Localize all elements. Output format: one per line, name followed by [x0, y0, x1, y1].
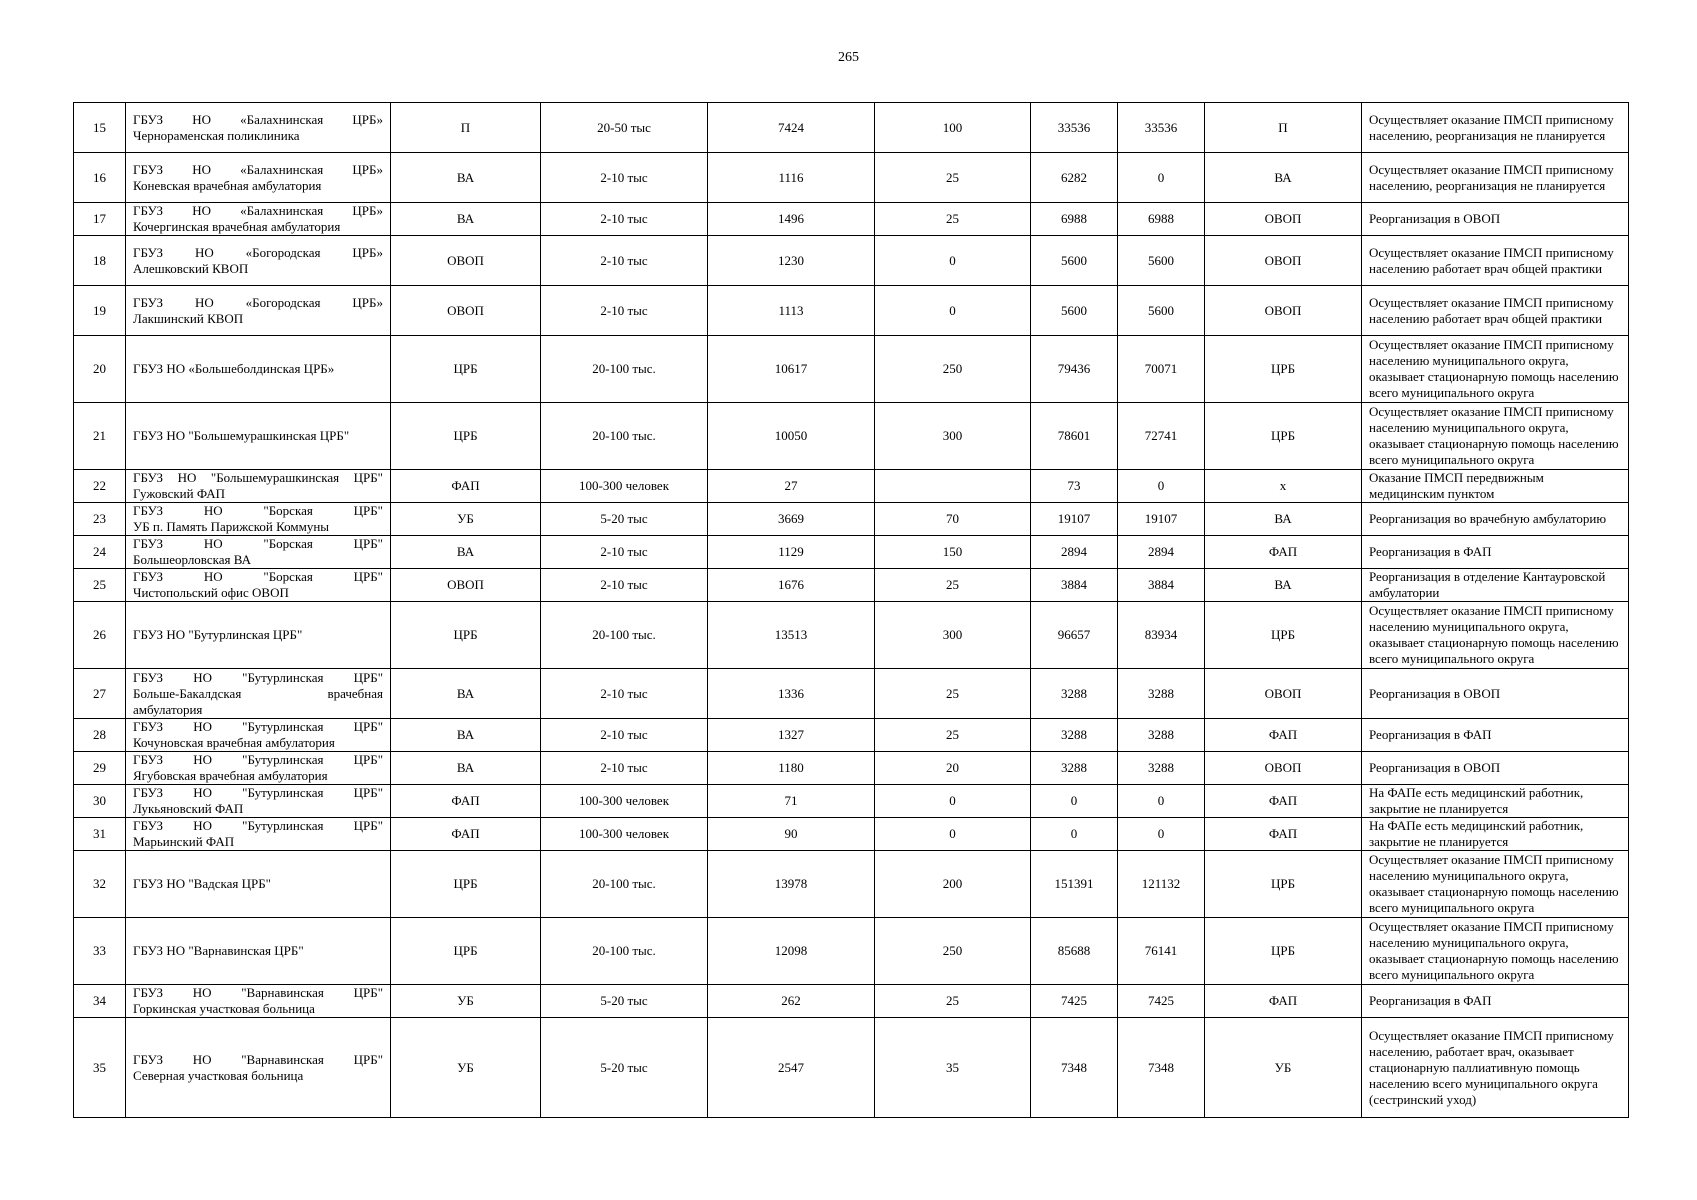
table-row: [74, 918, 1629, 985]
facility-name-cell: [126, 569, 391, 602]
value-1-cell: 33536: [1031, 103, 1118, 153]
value-1-cell: 85688: [1031, 918, 1118, 985]
value-1-cell: 3288: [1031, 719, 1118, 752]
table-row: [74, 1018, 1629, 1118]
value-2-cell: 0: [1118, 818, 1205, 851]
value-2-cell: 0: [1118, 153, 1205, 203]
new-type-cell: ОВОП: [1205, 203, 1362, 236]
population-cell: 1676: [708, 569, 875, 602]
facility-name-line: ГБУЗ НО "Бутурлинская ЦРБ": [133, 785, 383, 800]
value-1-cell: 3288: [1031, 669, 1118, 719]
row-number-cell: 23: [74, 503, 126, 536]
settlement-size-cell: 20-100 тыс.: [541, 602, 708, 669]
facility-type-cell: ВА: [391, 669, 541, 719]
facility-name-line: ГБУЗ НО "Варнавинская ЦРБ": [133, 985, 383, 1000]
row-number-cell: 31: [74, 818, 126, 851]
new-type-cell: ОВОП: [1205, 669, 1362, 719]
note-cell: Реорганизация в ОВОП: [1362, 203, 1629, 236]
facility-name-line: ГБУЗ НО «Балахнинская ЦРБ»: [133, 111, 383, 127]
facility-name-line: ГБУЗ НО "Борская ЦРБ": [133, 569, 383, 584]
facility-name-line: Лукьяновский ФАП: [133, 801, 244, 816]
row-number-cell: 34: [74, 985, 126, 1018]
row-number-cell: 35: [74, 1018, 126, 1118]
table-row: [74, 569, 1629, 602]
row-number-cell: 18: [74, 236, 126, 286]
value-2-cell: 70071: [1118, 336, 1205, 403]
value-1-cell: 0: [1031, 818, 1118, 851]
beds-cell: 25: [875, 203, 1031, 236]
beds-cell: [875, 470, 1031, 503]
new-type-cell: ОВОП: [1205, 286, 1362, 336]
value-2-cell: 5600: [1118, 286, 1205, 336]
beds-cell: 0: [875, 818, 1031, 851]
beds-cell: 200: [875, 851, 1031, 918]
beds-cell: 0: [875, 785, 1031, 818]
table-row: [74, 103, 1629, 153]
table-row: [74, 602, 1629, 669]
settlement-size-cell: 100-300 человек: [541, 785, 708, 818]
row-number-cell: 32: [74, 851, 126, 918]
note-cell: Реорганизация в ОВОП: [1362, 669, 1629, 719]
new-type-cell: ВА: [1205, 569, 1362, 602]
table-row: [74, 752, 1629, 785]
facility-type-cell: ФАП: [391, 785, 541, 818]
beds-cell: 25: [875, 719, 1031, 752]
settlement-size-cell: 100-300 человек: [541, 818, 708, 851]
value-2-cell: 3288: [1118, 669, 1205, 719]
settlement-size-cell: 2-10 тыс: [541, 286, 708, 336]
row-number-cell: 16: [74, 153, 126, 203]
value-2-cell: 0: [1118, 785, 1205, 818]
table-row: [74, 336, 1629, 403]
table-row: [74, 403, 1629, 470]
table-row: [74, 153, 1629, 203]
facility-name-line: ГБУЗ НО "Бутурлинская ЦРБ": [133, 669, 383, 685]
value-2-cell: 7425: [1118, 985, 1205, 1018]
value-2-cell: 76141: [1118, 918, 1205, 985]
table-body: [74, 103, 1629, 1118]
note-cell: Осуществляет оказание ПМСП приписному населению работает врач общей практики: [1362, 286, 1629, 336]
note-cell: Реорганизация в ФАП: [1362, 536, 1629, 569]
facility-name-line: ГБУЗ НО «Балахнинская ЦРБ»: [133, 161, 383, 177]
population-cell: 13513: [708, 602, 875, 669]
facility-name-line: Горкинская участковая больница: [133, 1001, 315, 1016]
population-cell: 13978: [708, 851, 875, 918]
facility-name-cell: [126, 602, 391, 669]
population-cell: 1113: [708, 286, 875, 336]
population-cell: 3669: [708, 503, 875, 536]
row-number-cell: 21: [74, 403, 126, 470]
note-cell: Осуществляет оказание ПМСП приписному населению, работает врач, оказывает стационарную паллиативную помощь населению всего муниципального округа (сестринский уход): [1362, 1018, 1629, 1118]
facility-type-cell: ЦРБ: [391, 918, 541, 985]
facility-type-cell: ВА: [391, 752, 541, 785]
facility-name-line: Чернораменская поликлиника: [133, 127, 300, 143]
note-cell: Осуществляет оказание ПМСП приписному населению муниципального округа, оказывает стационарную помощь населению всего муниципального округа: [1362, 602, 1629, 669]
note-cell: Осуществляет оказание ПМСП приписному населению муниципального округа, оказывает стационарную помощь населению всего муниципального округа: [1362, 336, 1629, 403]
new-type-cell: ВА: [1205, 503, 1362, 536]
table-row: [74, 236, 1629, 286]
new-type-cell: ЦРБ: [1205, 918, 1362, 985]
value-2-cell: 33536: [1118, 103, 1205, 153]
row-number-cell: 27: [74, 669, 126, 719]
new-type-cell: УБ: [1205, 1018, 1362, 1118]
beds-cell: 0: [875, 236, 1031, 286]
new-type-cell: ФАП: [1205, 785, 1362, 818]
value-2-cell: 0: [1118, 470, 1205, 503]
value-1-cell: 78601: [1031, 403, 1118, 470]
row-number-cell: 33: [74, 918, 126, 985]
population-cell: 1336: [708, 669, 875, 719]
value-1-cell: 96657: [1031, 602, 1118, 669]
new-type-cell: ЦРБ: [1205, 336, 1362, 403]
page-number: 265: [838, 50, 859, 65]
facility-name-cell: [126, 851, 391, 918]
note-cell: Осуществляет оказание ПМСП приписному населению муниципального округа, оказывает стационарную помощь населению всего муниципального округа: [1362, 851, 1629, 918]
facility-name-line: амбулатория: [133, 701, 203, 717]
new-type-cell: ОВОП: [1205, 752, 1362, 785]
facility-name-cell: [126, 918, 391, 985]
facility-type-cell: ЦРБ: [391, 403, 541, 470]
facility-type-cell: ВА: [391, 153, 541, 203]
facility-type-cell: ФАП: [391, 470, 541, 503]
value-1-cell: 5600: [1031, 286, 1118, 336]
facility-name-cell: [126, 1018, 391, 1118]
facility-name-line: Лакшинский КВОП: [133, 310, 244, 326]
facility-name-line: ГБУЗ НО «Богородская ЦРБ»: [133, 294, 383, 310]
note-cell: Оказание ПМСП передвижным медицинским пунктом: [1362, 470, 1629, 503]
new-type-cell: ЦРБ: [1205, 403, 1362, 470]
beds-cell: 300: [875, 602, 1031, 669]
settlement-size-cell: 20-100 тыс.: [541, 403, 708, 470]
beds-cell: 70: [875, 503, 1031, 536]
facility-name-line: ГБУЗ НО "Бутурлинская ЦРБ": [133, 818, 383, 833]
value-2-cell: 3288: [1118, 719, 1205, 752]
settlement-size-cell: 100-300 человек: [541, 470, 708, 503]
row-number-cell: 30: [74, 785, 126, 818]
beds-cell: 35: [875, 1018, 1031, 1118]
table-row: [74, 818, 1629, 851]
facility-type-cell: УБ: [391, 985, 541, 1018]
row-number-cell: 25: [74, 569, 126, 602]
facility-type-cell: П: [391, 103, 541, 153]
row-number-cell: 29: [74, 752, 126, 785]
table-row: [74, 536, 1629, 569]
facility-name-cell: [126, 236, 391, 286]
beds-cell: 150: [875, 536, 1031, 569]
value-1-cell: 0: [1031, 785, 1118, 818]
value-2-cell: 6988: [1118, 203, 1205, 236]
facility-name-cell: [126, 818, 391, 851]
settlement-size-cell: 2-10 тыс: [541, 236, 708, 286]
beds-cell: 0: [875, 286, 1031, 336]
note-cell: Реорганизация во врачебную амбулаторию: [1362, 503, 1629, 536]
facility-name-cell: [126, 203, 391, 236]
beds-cell: 300: [875, 403, 1031, 470]
facility-type-cell: УБ: [391, 1018, 541, 1118]
new-type-cell: ФАП: [1205, 818, 1362, 851]
table-row: [74, 851, 1629, 918]
facility-type-cell: ОВОП: [391, 236, 541, 286]
facility-table: [73, 102, 1629, 1118]
value-1-cell: 3884: [1031, 569, 1118, 602]
note-cell: Осуществляет оказание ПМСП приписному населению муниципального округа, оказывает стационарную помощь населению всего муниципального округа: [1362, 918, 1629, 985]
settlement-size-cell: 2-10 тыс: [541, 752, 708, 785]
facility-name-cell: [126, 719, 391, 752]
row-number-cell: 20: [74, 336, 126, 403]
note-cell: Реорганизация в ФАП: [1362, 985, 1629, 1018]
table-row: [74, 985, 1629, 1018]
population-cell: 10050: [708, 403, 875, 470]
beds-cell: 25: [875, 569, 1031, 602]
facility-name-line: ГБУЗ НО "Бутурлинская ЦРБ": [133, 719, 383, 734]
note-cell: Реорганизация в ФАП: [1362, 719, 1629, 752]
note-cell: Осуществляет оказание ПМСП приписному населению, реорганизация не планируется: [1362, 153, 1629, 203]
population-cell: 1180: [708, 752, 875, 785]
value-1-cell: 5600: [1031, 236, 1118, 286]
settlement-size-cell: 5-20 тыс: [541, 1018, 708, 1118]
beds-cell: 25: [875, 669, 1031, 719]
value-2-cell: 3288: [1118, 752, 1205, 785]
table-row: [74, 286, 1629, 336]
facility-type-cell: ФАП: [391, 818, 541, 851]
facility-name-cell: [126, 103, 391, 153]
facility-type-cell: ЦРБ: [391, 851, 541, 918]
beds-cell: 25: [875, 985, 1031, 1018]
population-cell: 71: [708, 785, 875, 818]
facility-type-cell: ОВОП: [391, 569, 541, 602]
facility-name-line: Ягубовская врачебная амбулатория: [133, 768, 328, 783]
facility-name-line: Кочуновская врачебная амбулатория: [133, 735, 335, 750]
settlement-size-cell: 2-10 тыс: [541, 153, 708, 203]
settlement-size-cell: 20-50 тыс: [541, 103, 708, 153]
value-1-cell: 2894: [1031, 536, 1118, 569]
settlement-size-cell: 20-100 тыс.: [541, 851, 708, 918]
settlement-size-cell: 2-10 тыс: [541, 569, 708, 602]
facility-type-cell: ВА: [391, 536, 541, 569]
population-cell: 90: [708, 818, 875, 851]
value-1-cell: 73: [1031, 470, 1118, 503]
population-cell: 1496: [708, 203, 875, 236]
value-2-cell: 19107: [1118, 503, 1205, 536]
facility-name-line: ГБУЗ НО "Большемурашкинская ЦРБ": [133, 428, 350, 443]
population-cell: 10617: [708, 336, 875, 403]
value-2-cell: 2894: [1118, 536, 1205, 569]
beds-cell: 250: [875, 918, 1031, 985]
facility-name-line: ГБУЗ НО "Варнавинская ЦРБ": [133, 1051, 383, 1067]
population-cell: 1129: [708, 536, 875, 569]
value-1-cell: 6988: [1031, 203, 1118, 236]
facility-type-cell: ВА: [391, 203, 541, 236]
facility-name-line: Коневская врачебная амбулатория: [133, 177, 322, 193]
population-cell: 1327: [708, 719, 875, 752]
table-row: [74, 470, 1629, 503]
row-number-cell: 22: [74, 470, 126, 503]
facility-name-cell: [126, 985, 391, 1018]
facility-name-line: ГБУЗ НО "Большемурашкинская ЦРБ": [133, 470, 383, 485]
facility-type-cell: ЦРБ: [391, 336, 541, 403]
facility-name-line: Больше-Бакалдская врачебная: [133, 685, 383, 701]
table-row: [74, 203, 1629, 236]
row-number-cell: 17: [74, 203, 126, 236]
row-number-cell: 19: [74, 286, 126, 336]
population-cell: 262: [708, 985, 875, 1018]
facility-name-cell: [126, 752, 391, 785]
population-cell: 1230: [708, 236, 875, 286]
facility-name-line: Гужовский ФАП: [133, 486, 226, 501]
table-row: [74, 719, 1629, 752]
row-number-cell: 26: [74, 602, 126, 669]
facility-name-cell: [126, 785, 391, 818]
facility-name-cell: [126, 286, 391, 336]
facility-name-cell: [126, 336, 391, 403]
new-type-cell: ОВОП: [1205, 236, 1362, 286]
settlement-size-cell: 2-10 тыс: [541, 719, 708, 752]
settlement-size-cell: 20-100 тыс.: [541, 918, 708, 985]
settlement-size-cell: 2-10 тыс: [541, 536, 708, 569]
facility-name-cell: [126, 153, 391, 203]
new-type-cell: ФАП: [1205, 536, 1362, 569]
row-number-cell: 24: [74, 536, 126, 569]
note-cell: Осуществляет оказание ПМСП приписному населению муниципального округа, оказывает стационарную помощь населению всего муниципального округа: [1362, 403, 1629, 470]
facility-name-line: Алешковский КВОП: [133, 260, 249, 276]
value-1-cell: 3288: [1031, 752, 1118, 785]
table-row: [74, 503, 1629, 536]
facility-name-line: ГБУЗ НО "Борская ЦРБ": [133, 536, 383, 551]
beds-cell: 25: [875, 153, 1031, 203]
facility-name-line: Чистопольский офис ОВОП: [133, 585, 289, 600]
value-1-cell: 19107: [1031, 503, 1118, 536]
beds-cell: 20: [875, 752, 1031, 785]
facility-name-line: ГБУЗ НО "Бутурлинская ЦРБ": [133, 752, 383, 767]
facility-name-line: ГБУЗ НО «Богородская ЦРБ»: [133, 244, 383, 260]
facility-name-cell: [126, 503, 391, 536]
new-type-cell: ФАП: [1205, 985, 1362, 1018]
facility-type-cell: УБ: [391, 503, 541, 536]
facility-name-line: Большеорловская ВА: [133, 552, 251, 567]
value-1-cell: 151391: [1031, 851, 1118, 918]
settlement-size-cell: 5-20 тыс: [541, 985, 708, 1018]
new-type-cell: П: [1205, 103, 1362, 153]
settlement-size-cell: 2-10 тыс: [541, 669, 708, 719]
value-2-cell: 121132: [1118, 851, 1205, 918]
value-2-cell: 72741: [1118, 403, 1205, 470]
facility-name-line: ГБУЗ НО "Борская ЦРБ": [133, 503, 383, 518]
value-1-cell: 7425: [1031, 985, 1118, 1018]
note-cell: Реорганизация в ОВОП: [1362, 752, 1629, 785]
population-cell: 7424: [708, 103, 875, 153]
facility-name-line: ГБУЗ НО "Варнавинская ЦРБ": [133, 943, 304, 958]
value-2-cell: 5600: [1118, 236, 1205, 286]
settlement-size-cell: 2-10 тыс: [541, 203, 708, 236]
value-2-cell: 3884: [1118, 569, 1205, 602]
table-row: [74, 669, 1629, 719]
population-cell: 12098: [708, 918, 875, 985]
value-1-cell: 79436: [1031, 336, 1118, 403]
facility-name-line: Северная участковая больница: [133, 1067, 304, 1083]
facility-type-cell: ЦРБ: [391, 602, 541, 669]
row-number-cell: 28: [74, 719, 126, 752]
population-cell: 2547: [708, 1018, 875, 1118]
facility-name-line: ГБУЗ НО "Вадская ЦРБ": [133, 876, 271, 891]
facility-type-cell: ОВОП: [391, 286, 541, 336]
note-cell: Реорганизация в отделение Кантауровской амбулатории: [1362, 569, 1629, 602]
table-row: [74, 785, 1629, 818]
beds-cell: 100: [875, 103, 1031, 153]
facility-name-line: Марьинский ФАП: [133, 834, 235, 849]
note-cell: На ФАПе есть медицинский работник, закрытие не планируется: [1362, 818, 1629, 851]
facility-name-cell: [126, 536, 391, 569]
new-type-cell: ЦРБ: [1205, 851, 1362, 918]
new-type-cell: х: [1205, 470, 1362, 503]
facility-name-line: Кочергинская врачебная амбулатория: [133, 219, 341, 234]
row-number-cell: 15: [74, 103, 126, 153]
value-1-cell: 7348: [1031, 1018, 1118, 1118]
note-cell: Осуществляет оказание ПМСП приписному населению работает врач общей практики: [1362, 236, 1629, 286]
note-cell: На ФАПе есть медицинский работник, закрытие не планируется: [1362, 785, 1629, 818]
new-type-cell: ЦРБ: [1205, 602, 1362, 669]
value-2-cell: 7348: [1118, 1018, 1205, 1118]
value-1-cell: 6282: [1031, 153, 1118, 203]
population-cell: 1116: [708, 153, 875, 203]
facility-name-cell: [126, 470, 391, 503]
facility-name-cell: [126, 403, 391, 470]
facility-name-line: ГБУЗ НО «Балахнинская ЦРБ»: [133, 203, 383, 218]
facility-name-line: УБ п. Память Парижской Коммуны: [133, 519, 330, 534]
facility-name-line: ГБУЗ НО "Бутурлинская ЦРБ": [133, 627, 303, 642]
new-type-cell: ФАП: [1205, 719, 1362, 752]
note-cell: Осуществляет оказание ПМСП приписному населению, реорганизация не планируется: [1362, 103, 1629, 153]
beds-cell: 250: [875, 336, 1031, 403]
settlement-size-cell: 5-20 тыс: [541, 503, 708, 536]
facility-type-cell: ВА: [391, 719, 541, 752]
value-2-cell: 83934: [1118, 602, 1205, 669]
settlement-size-cell: 20-100 тыс.: [541, 336, 708, 403]
facility-name-cell: [126, 669, 391, 719]
population-cell: 27: [708, 470, 875, 503]
facility-name-line: ГБУЗ НО «Большеболдинская ЦРБ»: [133, 361, 335, 376]
new-type-cell: ВА: [1205, 153, 1362, 203]
